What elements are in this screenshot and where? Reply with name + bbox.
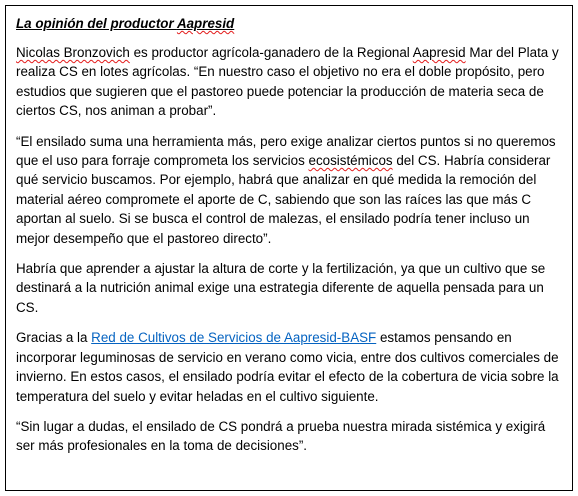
paragraph-3-text: Habría que aprender a ajustar la altura de corte y la fertilización, ya que un cultivo que se destinará a la nutrición animal exige una estrategia diferente de aquella pensada para un CS. (16, 261, 546, 315)
red-cultivos-link[interactable]: Red de Cultivos de Servicios de Aapresid-BASF (91, 330, 377, 346)
paragraph-4-text-a: Gracias a la (16, 330, 92, 346)
paragraph-2-text-b: del CS. Habría considerar qué servicio buscamos. Por ejemplo, habrá que analizar en qué medida la remoción del material aéreo compromete el aporte de C, sabiendo que son las raíces las que más C aportan al suelo. Si se busca el control de malezas, el ensilado podría tener incluso un mejor desempeño que el pastoreo directo”. (16, 153, 551, 246)
paragraph-2-text-a: “El ensilado suma una herramienta más, pero exige analizar ciertos puntos si no queremos que el uso para forraje comprometa los servicios (16, 133, 556, 169)
paragraph-3 (16, 259, 564, 317)
paragraph-1-brand: Aapresid (412, 45, 466, 60)
paragraph-2 (16, 132, 564, 248)
paragraph-2-term: ecosistémicos (308, 153, 393, 169)
producer-name: Nicolas Bronzovich (16, 45, 130, 60)
document-title (16, 15, 564, 32)
paragraph-4-text-b: estamos pensando en incorporar leguminosas de servicio en verano como vicia, entre dos cultivos comerciales de invierno. En estos casos, el ensilado podría evitar el efecto de la cobertura de vicia sobre la temperatura del suelo y evitar heladas en el cultivo siguiente. (16, 330, 559, 404)
paragraph-1 (16, 43, 564, 121)
paragraph-4 (16, 328, 564, 406)
paragraph-1-text-b: Mar del Plata y realiza CS en lotes agrícolas. “En nuestro caso el objetivo no era el doble propósito, pero estudios que sugieren que el pastoreo puede potenciar la producción de materia seca de ciertos CS, nos animan a probar”. (16, 45, 559, 119)
title-prefix: La opinión del productor (16, 16, 177, 31)
document-text-box (5, 5, 573, 491)
title-brand: Aapresid (176, 16, 235, 31)
paragraph-5-text: “Sin lugar a dudas, el ensilado de CS pondrá a prueba nuestra mirada sistémica y exigirá ser más profesionales en la toma de decisiones”. (16, 418, 546, 454)
paragraph-1-text-a: es productor agrícola-ganadero de la Regional (129, 45, 413, 60)
paragraph-5 (16, 417, 564, 456)
